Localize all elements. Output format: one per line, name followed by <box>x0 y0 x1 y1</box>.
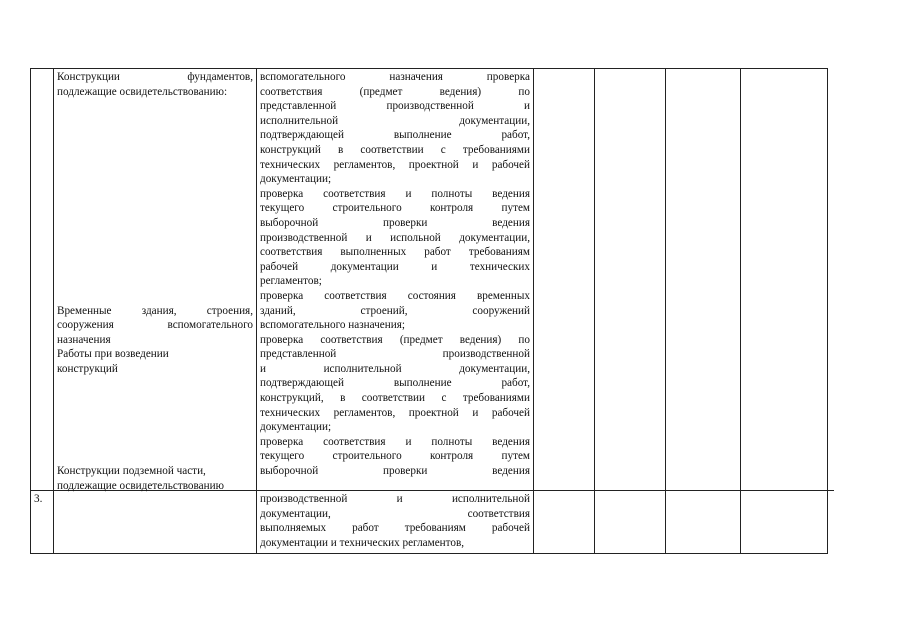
check-line: выборочной проверки ведения <box>260 216 530 229</box>
check-line: документации и технических регламентов, <box>260 536 465 549</box>
check-line: вспомогательного назначения проверка <box>260 71 530 83</box>
subject-line: Конструкции подземной части, <box>57 465 206 478</box>
subject-line <box>57 391 253 406</box>
subject-line <box>57 99 253 114</box>
subject-line: подлежащие освидетельствованию: <box>57 85 228 98</box>
check-line: и исполнительной документации, <box>260 362 530 375</box>
check-line: соответствия (предмет ведения) по <box>260 85 530 98</box>
subject-line <box>57 420 253 435</box>
subject-line <box>57 143 253 158</box>
check-line: технических регламентов, проектной и рабочей <box>260 406 530 419</box>
check-line: проверка соответствия и полноты ведения <box>260 435 530 448</box>
subject-line <box>57 172 253 187</box>
subject-line <box>57 114 253 129</box>
subject-line <box>57 245 253 260</box>
check-line: вспомогательного назначения; <box>260 319 406 332</box>
subject-line: Работы при возведении <box>57 348 169 361</box>
subject-line: сооружения вспомогательного <box>57 319 253 332</box>
check-line: проверка соответствия состояния временных <box>260 289 530 302</box>
check-line: зданий, строений, сооружений <box>260 304 530 317</box>
check-line: текущего строительного контроля путем <box>260 450 530 463</box>
check-line: регламентов; <box>260 275 322 288</box>
subject-line <box>57 231 253 246</box>
subject-line: конструкций <box>57 362 118 375</box>
subject-line: подлежащие освидетельствованию <box>57 479 224 492</box>
subject-line <box>57 187 253 202</box>
subject-line <box>57 128 253 143</box>
subject-line: Временные здания, строения, <box>57 304 253 317</box>
subject-column <box>57 70 253 493</box>
check-line: проверка соответствия и полноты ведения <box>260 187 530 200</box>
subject-line <box>57 274 253 289</box>
check-line: производственной и исполнительной <box>260 493 530 505</box>
subject-line <box>57 449 253 464</box>
subject-line <box>57 158 253 173</box>
check-line: технических регламентов, проектной и рабочей <box>260 158 530 171</box>
subject-line <box>57 376 253 391</box>
subject-line <box>57 289 253 304</box>
check-line: исполнительной документации, <box>260 114 530 127</box>
check-line: подтверждающей выполнение работ, <box>260 129 530 142</box>
subject-line <box>57 435 253 450</box>
subject-line <box>57 201 253 216</box>
row-number: 3. <box>34 493 43 505</box>
subject-line <box>57 216 253 231</box>
check-line: рабочей документации и технических <box>260 260 530 273</box>
check-line: выполняемых работ требованиям рабочей <box>260 522 530 535</box>
check-line: проверка соответствия (предмет ведения) по <box>260 333 530 346</box>
check-line: представленной производственной и <box>260 100 530 113</box>
check-line: конструкций, в соответствии с требованиями <box>260 392 530 405</box>
check-line: соответствия выполненных работ требованиям <box>260 246 530 259</box>
check-line: представленной производственной <box>260 348 530 361</box>
check-line: выборочной проверки ведения <box>260 465 530 478</box>
check-line: конструкций в соответствии с требованиями <box>260 143 530 156</box>
check-column-top <box>260 70 530 479</box>
check-line: документации; <box>260 421 332 434</box>
subject-line: Конструкции фундаментов, <box>57 71 253 83</box>
subject-line <box>57 406 253 421</box>
check-column-bottom <box>260 492 530 550</box>
subject-line <box>57 260 253 275</box>
check-line: подтверждающей выполнение работ, <box>260 377 530 390</box>
subject-line: назначения <box>57 333 111 346</box>
check-line: документации, соответствия <box>260 507 530 520</box>
check-line: документации; <box>260 173 332 186</box>
check-line: текущего строительного контроля путем <box>260 202 530 215</box>
check-line: производственной и испольной документации, <box>260 231 530 244</box>
